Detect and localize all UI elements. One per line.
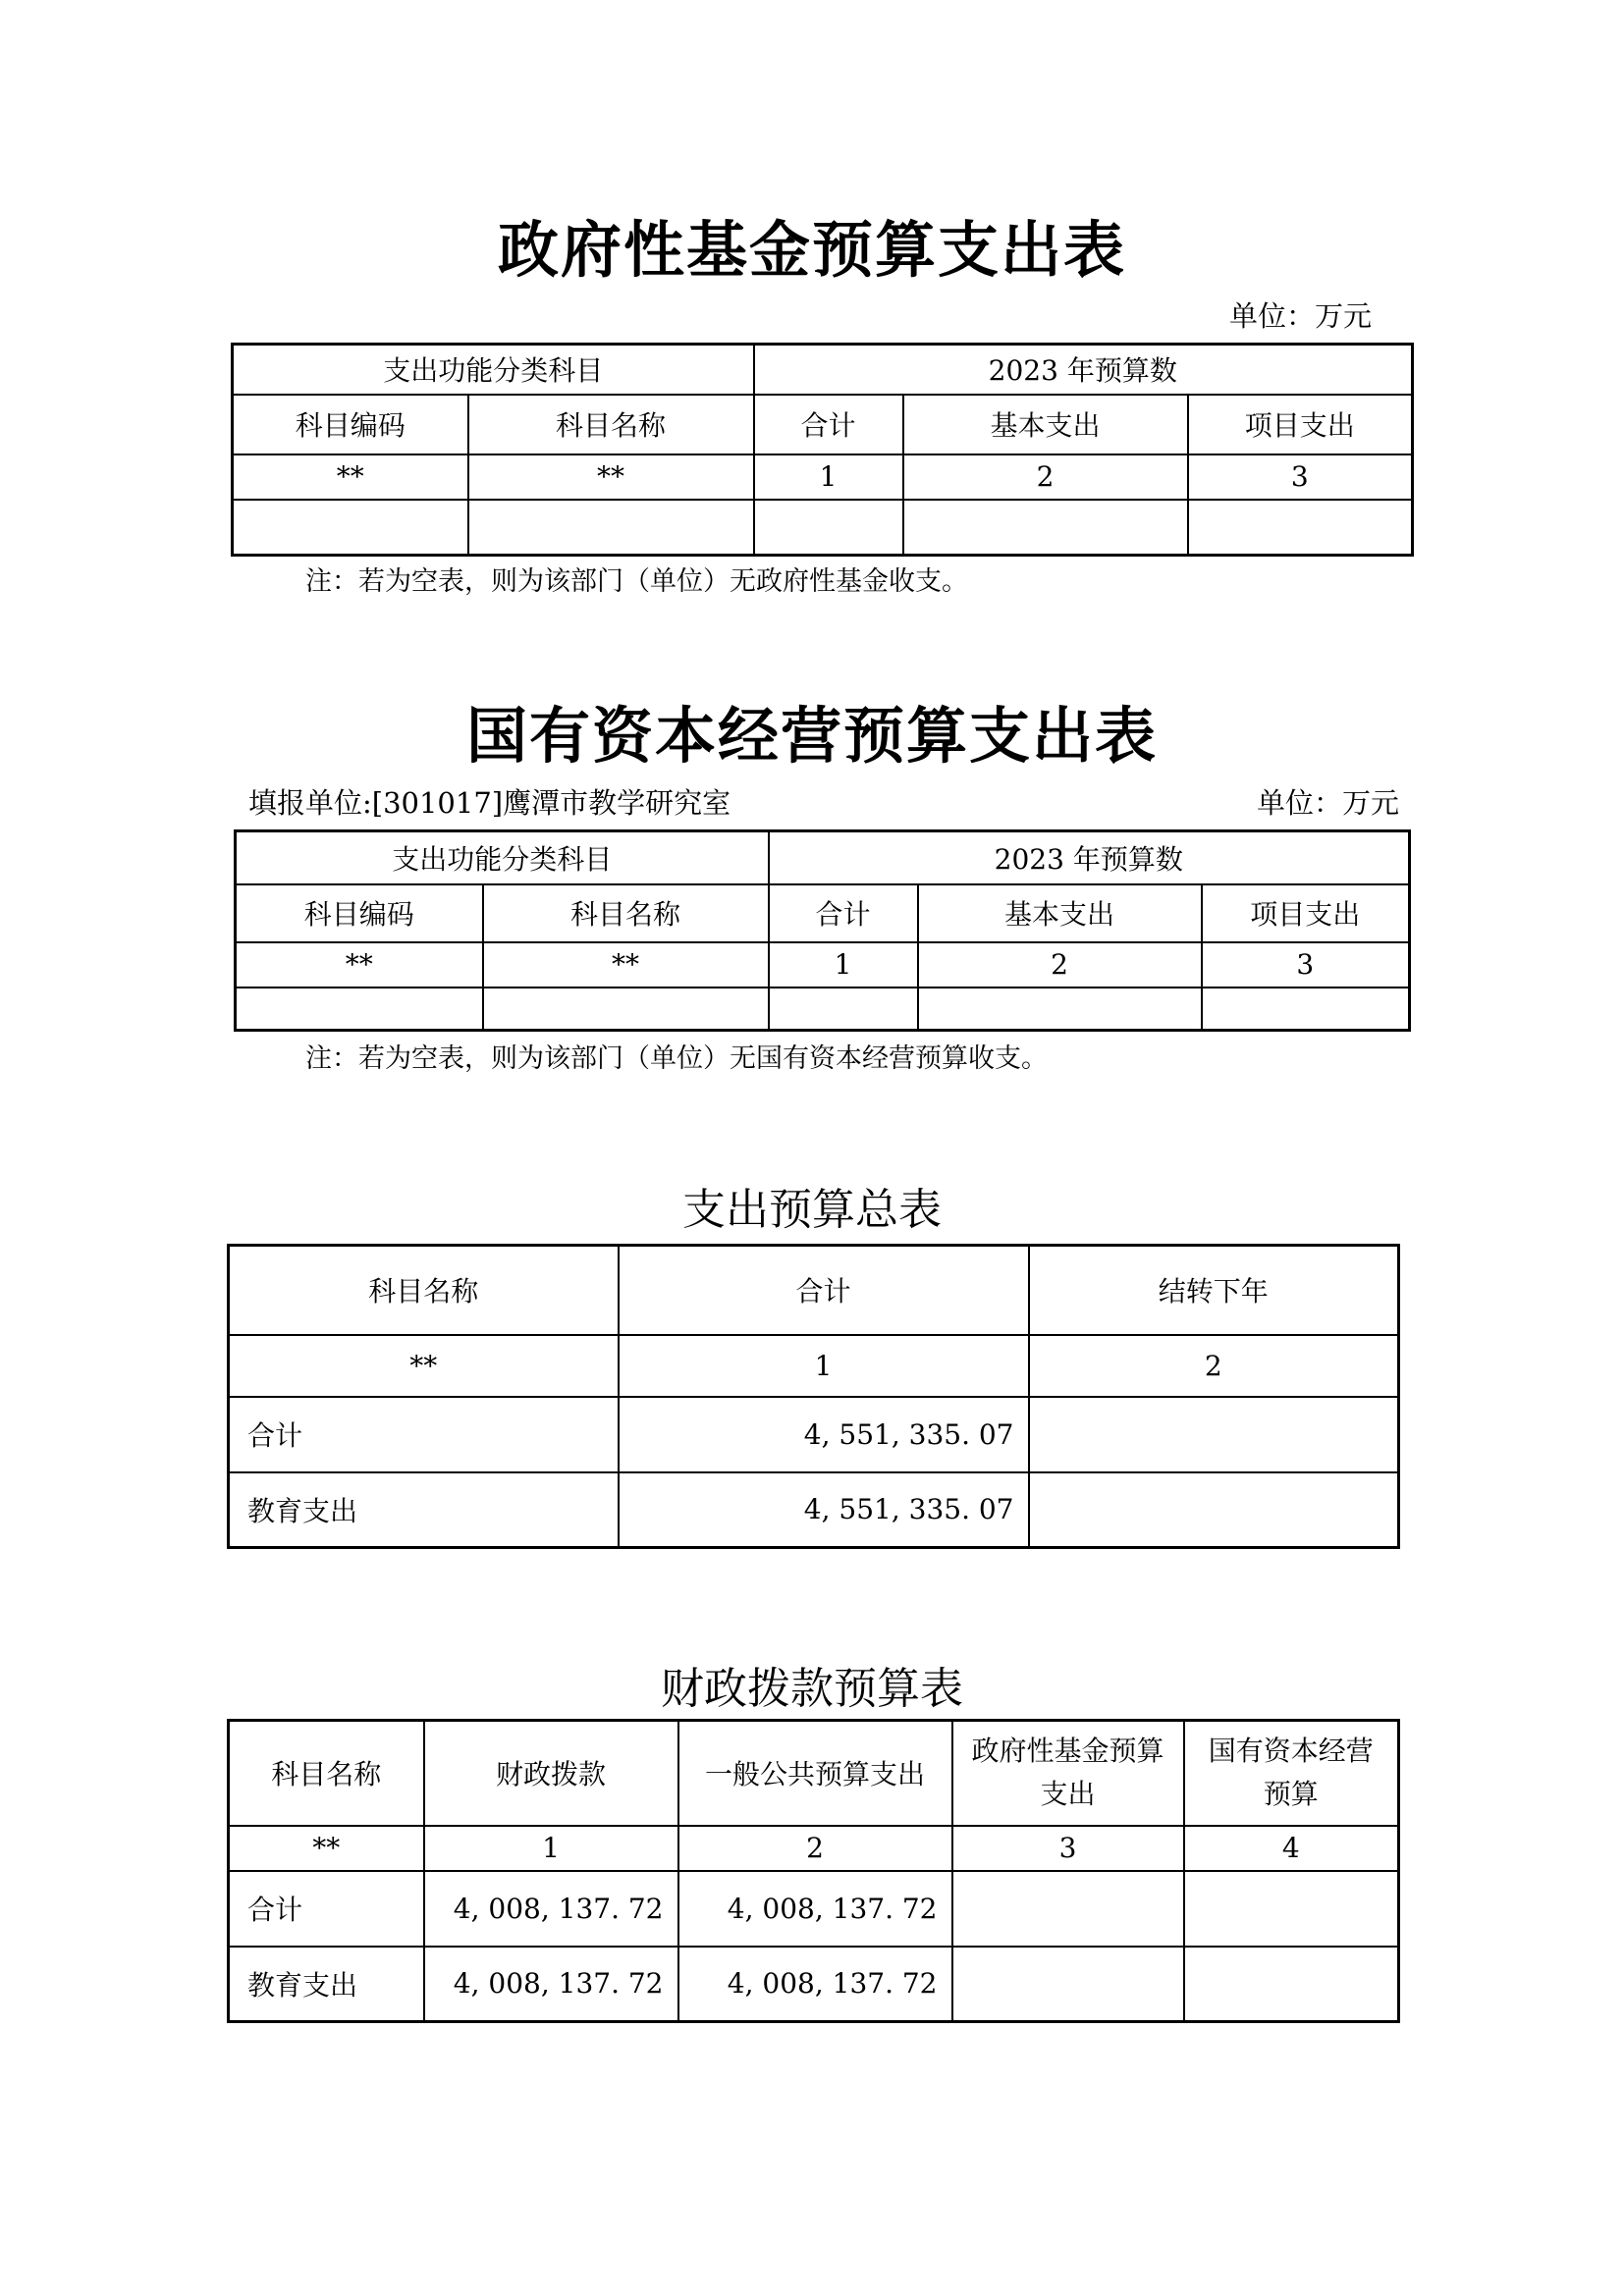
state-capital-note: 注：若为空表，则为该部门（单位）无国有资本经营预算收支。 [305,1043,1048,1074]
empty-cell [1202,988,1410,1031]
index-cell: 2 [1029,1335,1399,1397]
fiscal-allocation-table [227,1719,1400,2023]
table-row [229,1871,1399,1947]
fiscal-allocation-title: 财政拨款预算表 [661,1664,963,1714]
row-fiscal: 4, 008, 137. 72 [424,1871,678,1947]
index-cell: 2 [678,1826,952,1871]
col-header-govfund-line1: 政府性基金预算 [971,1735,1164,1768]
state-capital-title: 国有资本经营预算支出表 [465,700,1158,772]
empty-cell [903,500,1188,556]
empty-cell [483,988,769,1031]
col-header-project: 项目支出 [1188,395,1413,454]
col-header-code: 科目编码 [233,395,468,454]
row-capital [1184,1871,1399,1947]
index-cell: 1 [754,454,903,500]
index-cell: 3 [1202,942,1410,988]
table-row [229,1472,1399,1548]
header-group-right: 2023 年预算数 [769,831,1410,884]
empty-cell [918,988,1202,1031]
index-cell: ** [229,1826,424,1871]
row-capital [1184,1947,1399,2022]
row-name: 合计 [229,1397,619,1472]
table-row [233,395,1413,454]
index-cell: 4 [1184,1826,1399,1871]
col-header-name: 科目名称 [229,1246,619,1335]
gov-fund-note: 注：若为空表，则为该部门（单位）无政府性基金收支。 [305,566,968,597]
col-header-name: 科目名称 [483,884,769,942]
expense-summary-table [227,1244,1400,1549]
gov-fund-unit: 单位：万元 [1229,299,1373,333]
index-cell: 1 [769,942,918,988]
col-header-govfund-line2: 支出 [1040,1778,1096,1811]
col-header-capital-line2: 预算 [1263,1778,1319,1811]
header-group-left: 支出功能分类科目 [236,831,769,884]
col-header-fiscal: 财政拨款 [424,1721,678,1826]
row-name: 教育支出 [229,1947,424,2022]
table-row [229,1397,1399,1472]
row-govfund [952,1871,1184,1947]
col-header-code: 科目编码 [236,884,483,942]
gov-fund-title: 政府性基金预算支出表 [497,214,1126,286]
gov-fund-table [231,343,1414,557]
state-capital-filler: 填报单位:[301017]鹰潭市教学研究室 [248,786,731,820]
col-header-govfund [952,1721,1184,1826]
empty-cell [1188,500,1413,556]
row-general: 4, 008, 137. 72 [678,1871,952,1947]
col-header-basic: 基本支出 [903,395,1188,454]
index-cell: 3 [1188,454,1413,500]
index-cell: ** [236,942,483,988]
empty-cell [754,500,903,556]
index-cell: 1 [619,1335,1029,1397]
row-total: 4, 551, 335. 07 [619,1472,1029,1548]
col-header-project: 项目支出 [1202,884,1410,942]
col-header-total: 合计 [769,884,918,942]
table-row [233,454,1413,500]
index-cell: ** [468,454,754,500]
table-row [233,345,1413,395]
state-capital-table [234,829,1411,1032]
row-carry [1029,1397,1399,1472]
col-header-name: 科目名称 [468,395,754,454]
row-general: 4, 008, 137. 72 [678,1947,952,2022]
index-cell: ** [229,1335,619,1397]
col-header-total: 合计 [754,395,903,454]
table-row [229,1721,1399,1826]
table-row [236,884,1410,942]
col-header-name: 科目名称 [229,1721,424,1826]
empty-cell [468,500,754,556]
row-carry [1029,1472,1399,1548]
row-fiscal: 4, 008, 137. 72 [424,1947,678,2022]
table-row [229,1826,1399,1871]
index-cell: 2 [918,942,1202,988]
col-header-capital [1184,1721,1399,1826]
col-header-carry: 结转下年 [1029,1246,1399,1335]
index-cell: 3 [952,1826,1184,1871]
row-name: 合计 [229,1871,424,1947]
row-total: 4, 551, 335. 07 [619,1397,1029,1472]
index-cell: 2 [903,454,1188,500]
index-cell: ** [233,454,468,500]
table-row [236,988,1410,1031]
table-row [229,1246,1399,1335]
expense-summary-title: 支出预算总表 [682,1185,942,1235]
col-header-capital-line1: 国有资本经营 [1208,1735,1374,1768]
col-header-basic: 基本支出 [918,884,1202,942]
header-group-left: 支出功能分类科目 [233,345,754,395]
empty-cell [236,988,483,1031]
col-header-total: 合计 [619,1246,1029,1335]
empty-cell [769,988,918,1031]
table-row [233,500,1413,556]
table-row [229,1947,1399,2022]
index-cell: ** [483,942,769,988]
header-group-right: 2023 年预算数 [754,345,1413,395]
row-govfund [952,1947,1184,2022]
col-header-general: 一般公共预算支出 [678,1721,952,1826]
table-row [229,1335,1399,1397]
table-row [236,831,1410,884]
row-name: 教育支出 [229,1472,619,1548]
index-cell: 1 [424,1826,678,1871]
empty-cell [233,500,468,556]
table-row [236,942,1410,988]
state-capital-unit: 单位：万元 [1257,786,1400,820]
